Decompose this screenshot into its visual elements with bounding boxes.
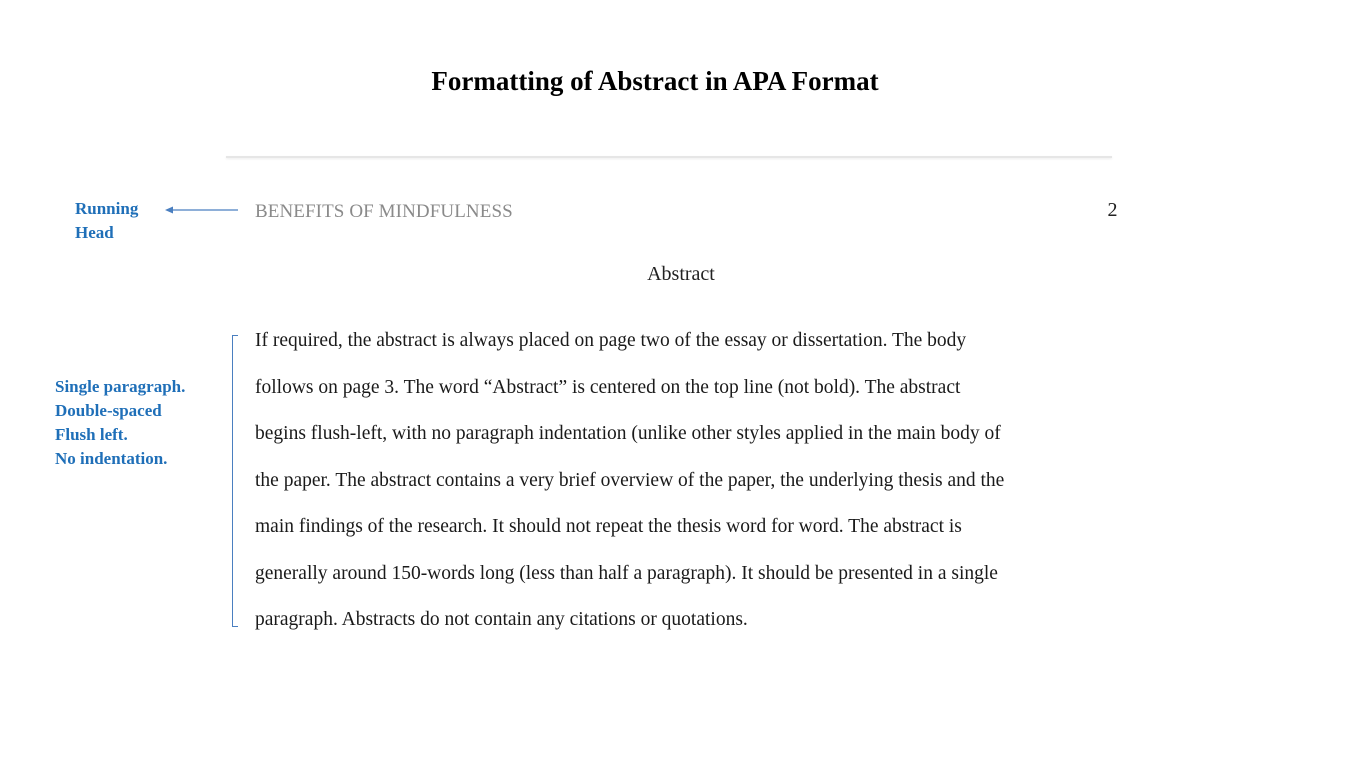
left-arrow-icon [165, 203, 239, 217]
abstract-paragraph [255, 318, 1125, 644]
abstract-line: follows on page 3. The word “Abstract” is centered on the top line (not bold). The abstract [255, 376, 961, 398]
running-head: BENEFITS OF MINDFULNESS [255, 201, 513, 222]
page-number: 2 [1107, 199, 1118, 221]
abstract-line: the paper. The abstract contains a very brief overview of the paper, the underlying thesis and the [255, 469, 1005, 491]
format-note: Single paragraph. [55, 377, 186, 396]
running-head-annotation-line: Head [75, 223, 114, 242]
format-notes-annotation [55, 375, 225, 471]
paragraph-bracket [232, 335, 238, 627]
abstract-line: main findings of the research. It should not repeat the thesis word for word. The abstract is [255, 516, 962, 537]
page-top-edge [226, 156, 1112, 158]
abstract-line: paragraph. Abstracts do not contain any citations or quotations. [255, 609, 748, 630]
running-head-annotation [75, 197, 165, 245]
abstract-heading: Abstract [647, 263, 715, 285]
running-head-annotation-line: Running [75, 199, 139, 218]
abstract-line: generally around 150-words long (less than half a paragraph). It should be presented in a single [255, 562, 998, 584]
format-note: Double-spaced [55, 401, 162, 420]
format-note: No indentation. [55, 449, 168, 468]
abstract-line: If required, the abstract is always placed on page two of the essay or dissertation. The body [255, 330, 967, 351]
slide-title: Formatting of Abstract in APA Format [431, 66, 879, 96]
abstract-line: begins flush-left, with no paragraph indentation (unlike other styles applied in the main body of [255, 423, 1001, 444]
format-note: Flush left. [55, 425, 128, 444]
